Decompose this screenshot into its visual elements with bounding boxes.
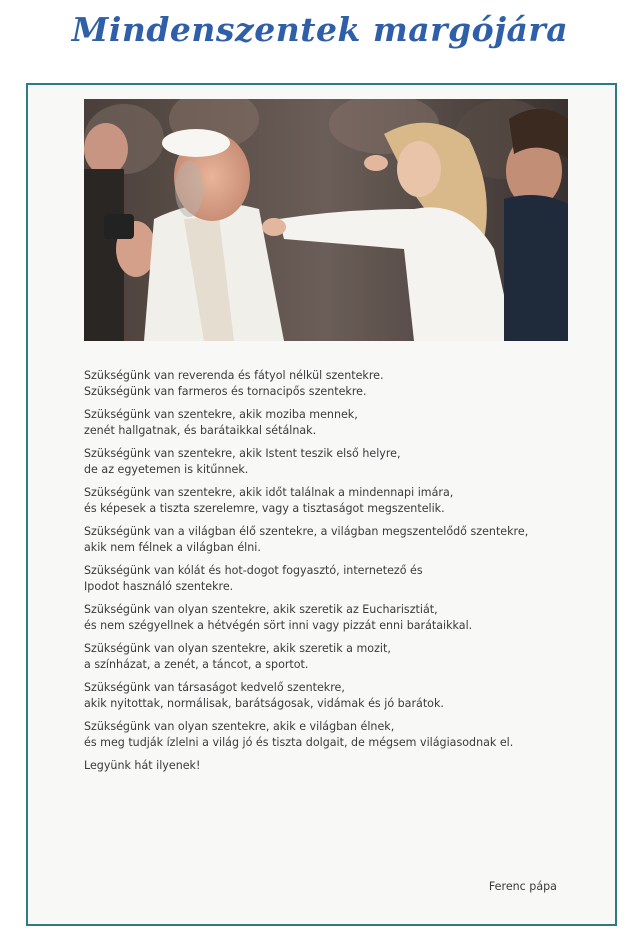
poem-line: akik nyitottak, normálisak, barátságosak, vidámak és jó barátok. [84, 696, 444, 710]
poem-line: Ipodot használó szentekre. [84, 579, 234, 593]
poem-line: és nem szégyellnek a hétvégén sört inni vagy pizzát enni barátaikkal. [84, 618, 473, 632]
stanza [84, 446, 604, 477]
stanza [84, 641, 604, 672]
poem-line: Szükségünk van reverenda és fátyol nélkül szentekre. [84, 369, 384, 382]
page-title: Mindenszentek margójára [71, 10, 569, 49]
poem-frame [26, 83, 617, 926]
stanza [84, 719, 604, 750]
signature: Ferenc pápa [488, 880, 557, 893]
stanza [84, 563, 604, 594]
poem-line: Szükségünk van olyan szentekre, akik szeretik a mozit, [84, 642, 391, 655]
poem-line: a színházat, a zenét, a táncot, a sportot. [84, 657, 309, 671]
stanza [84, 407, 604, 438]
poem-line: de az egyetemen is kitűnnek. [84, 462, 249, 476]
poem-line: Szükségünk van olyan szentekre, akik szeretik az Eucharisztiát, [84, 603, 438, 616]
poem-line: Szükségünk van a világban élő szentekre, a világban megszentelődő szentekre, [84, 525, 529, 538]
poem-line: Szükségünk van szentekre, akik moziba mennek, [84, 408, 358, 421]
poem-line: zenét hallgatnak, és barátaikkal sétálnak. [84, 423, 317, 437]
poem-line: és képesek a tiszta szerelemre, vagy a tisztaságot megszentelik. [84, 501, 445, 515]
poem-line: Szükségünk van szentekre, akik időt találnak a mindennapi imára, [84, 486, 454, 499]
photo [84, 99, 568, 341]
stanza [84, 485, 604, 516]
stanza [84, 524, 604, 555]
closing-line: Legyünk hát ilyenek! [84, 759, 201, 772]
poem-line: Szükségünk van szentekre, akik Istent teszik első helyre, [84, 447, 401, 460]
poem-text [84, 368, 604, 774]
poem-line: és meg tudják ízlelni a világ jó és tiszta dolgait, de mégsem világiasodnak el. [84, 735, 514, 749]
poem-line: Szükségünk van kólát és hot-dogot fogyasztó, internetező és [84, 564, 423, 577]
stanza [84, 680, 604, 711]
poem-line: Szükségünk van farmeros és tornacipős szentekre. [84, 384, 367, 398]
pope-embracing-child-photo-icon [84, 99, 568, 341]
stanza [84, 368, 604, 399]
poem-line: Szükségünk van társaságot kedvelő szentekre, [84, 681, 345, 694]
poem-line: akik nem félnek a világban élni. [84, 540, 261, 554]
stanza [84, 602, 604, 633]
poem-line: Szükségünk van olyan szentekre, akik e világban élnek, [84, 720, 395, 733]
